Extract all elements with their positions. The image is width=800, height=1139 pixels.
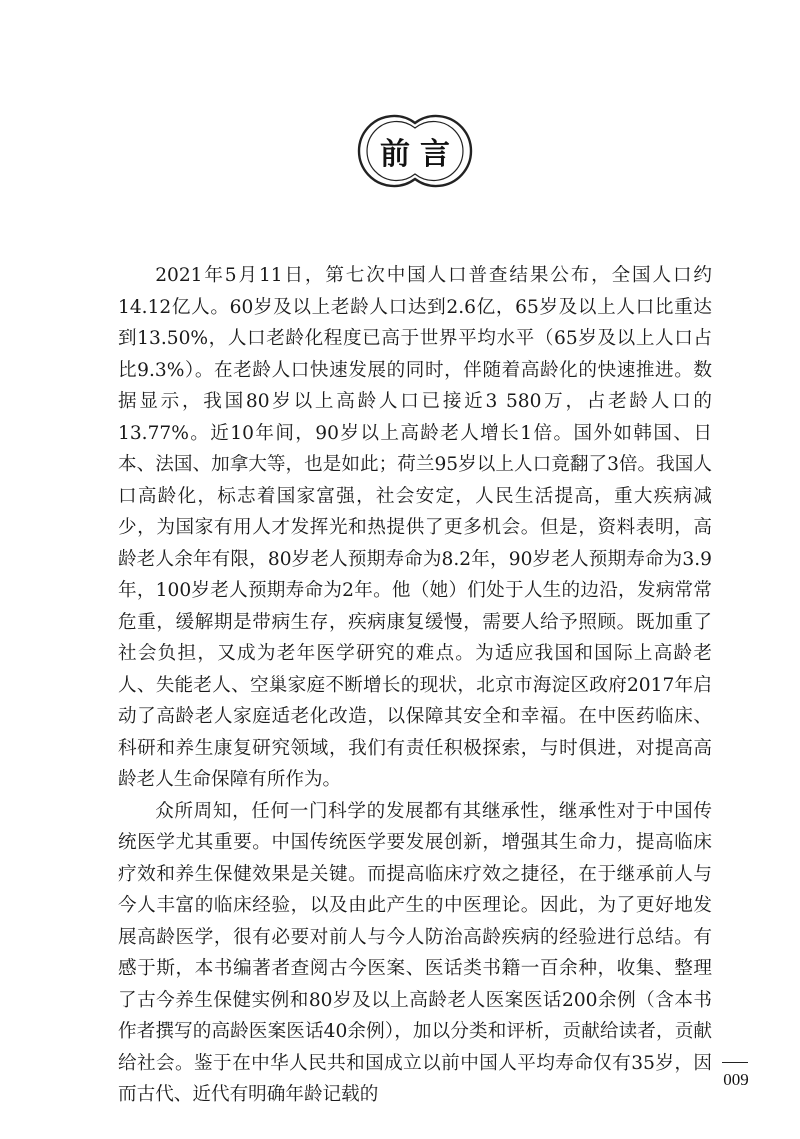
paragraph-1: 2021年5月11日，第七次中国人口普查结果公布，全国人口约14.12亿人。60岁及以上老龄人口达到2.6亿，65岁及以上人口比重达到13.50%，人口老龄化程度已高于世界平均水平（65岁及以上人口占比9.3%）。在老龄人口快速发展的同时，伴随着高龄化的快速推进。数据显示，我国80岁以上高龄人口已接近3 580万，占老龄人口的13.77%。近10年间，90岁以上高龄老人增长1倍。国外如韩国、日本、法国、加拿大等，也是如此；荷兰95岁以上人口竟翻了3倍。我国人口高龄化，标志着国家富强，社会安定，人民生活提高，重大疾病减少，为国家有用人才发挥光和热提供了更多机会。但是，资料表明，高龄老人余年有限，80岁老人预期寿命为8.2年，90岁老人预期寿命为3.9年，100岁老人预期寿命为2年。他（她）们处于人生的边沿，发病常常危重，缓解期是带病生存，疾病康复缓慢，需要人给予照顾。既加重了社会负担，又成为老年医学研究的难点。为适应我国和国际上高龄老人、失能老人、空巢家庭不断增长的现状，北京市海淀区政府2017年启动了高龄老人家庭适老化改造，以保障其安全和幸福。在中医药临床、科研和养生康复研究领域，我们有责任积极探索，与时俱进，对提高高龄老人生命保障有所作为。 <box>118 265 712 790</box>
page-title: 前言 <box>380 137 460 172</box>
page-number: 009 <box>723 1070 749 1089</box>
page-number-rule <box>722 1062 748 1063</box>
paragraph-2: 众所周知，任何一门科学的发展都有其继承性，继承性对于中国传统医学尤其重要。中国传统医学要发展创新，增强其生命力，提高临床疗效和养生保健效果是关键。而提高临床疗效之捷径，在于继承前人与今人丰富的临床经验，以及由此产生的中医理论。因此，为了更好地发展高龄医学，很有必要对前人与今人防治高龄疾病的经验进行总结。有感于斯，本书编著者查阅古今医案、医话类书籍一百余种，收集、整理了古今养生保健实例和80岁及以上高龄老人医案医话200余例（含本书作者撰写的高龄医案医话40余例），加以分类和评析，贡献给读者，贡献给社会。鉴于在中华人民共和国成立以前中国人平均寿命仅有35岁，因而古代、近代有明确年龄记载的 <box>118 800 712 1105</box>
title-emblem <box>354 114 476 188</box>
body-text <box>118 260 712 1111</box>
